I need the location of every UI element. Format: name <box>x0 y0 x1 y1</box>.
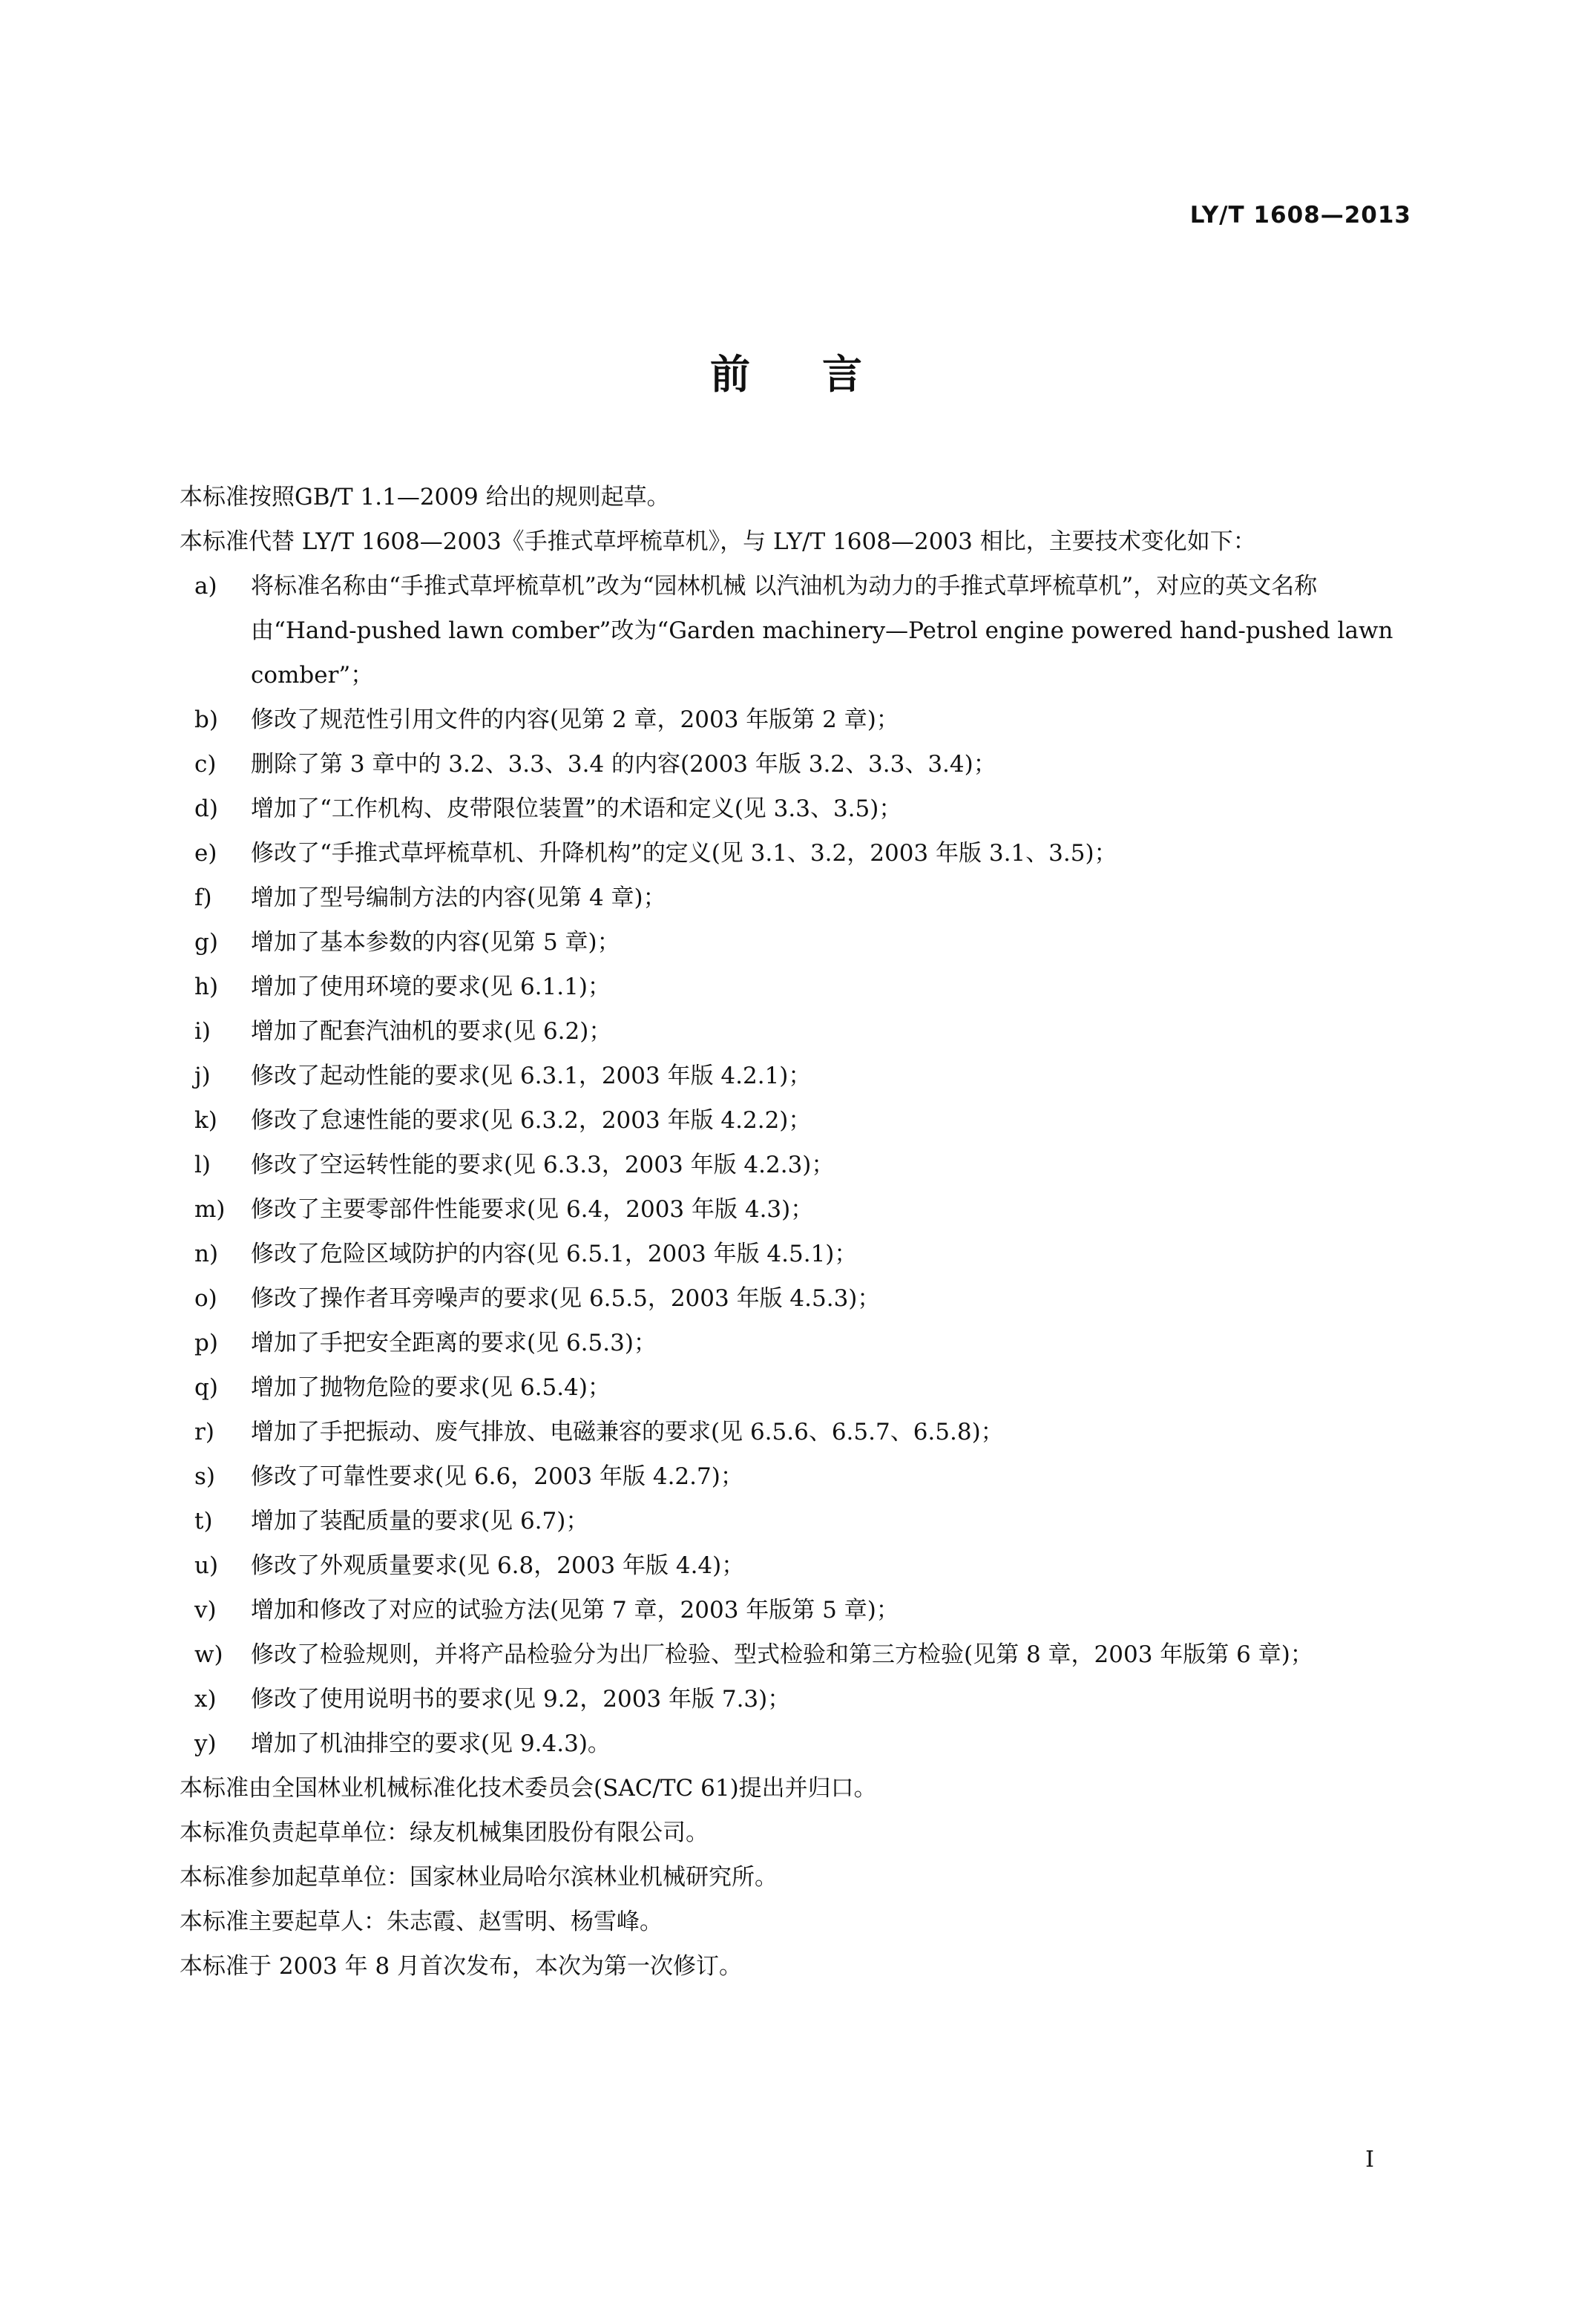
list-item-text: 修改了主要零部件性能要求(见 6.4，2003 年版 4.3)； <box>251 1196 814 1223</box>
list-item-label: s) <box>194 1463 216 1490</box>
title-char-2: 言 <box>822 351 863 398</box>
list-item-label: b) <box>194 706 218 733</box>
list-item-label: m) <box>194 1196 226 1223</box>
paragraph: 本标准由全国林业机械标准化技术委员会(SAC/TC 61)提出并归口。 <box>180 1775 877 1802</box>
list-item <box>134 1054 1413 1098</box>
list-item <box>134 1588 1413 1632</box>
list-item <box>134 920 1413 965</box>
list-item-text: 修改了操作者耳旁噪声的要求(见 6.5.5，2003 年版 4.5.3)； <box>251 1285 881 1312</box>
list-item-label: o) <box>194 1285 217 1312</box>
list-item-text: 增加了配套汽油机的要求(见 6.2)； <box>251 1018 612 1045</box>
list-item <box>134 1499 1413 1543</box>
list-item-text: 增加了手把振动、废气排放、电磁兼容的要求(见 6.5.6、6.5.7、6.5.8)； <box>251 1419 1004 1445</box>
list-item-label: w) <box>194 1641 223 1668</box>
list-item-label: t) <box>194 1508 213 1534</box>
list-item-label: q) <box>194 1374 218 1401</box>
list-item-text: 修改了规范性引用文件的内容(见第 2 章，2003 年版第 2 章)； <box>251 706 899 733</box>
list-item-text: 增加了机油排空的要求(见 9.4.3)。 <box>251 1730 611 1757</box>
list-item-text: 增加了“工作机构、皮带限位装置”的术语和定义(见 3.3、3.5)； <box>251 795 902 822</box>
list-item <box>134 697 1413 742</box>
list-item <box>134 1143 1413 1187</box>
list-item <box>134 1365 1413 1410</box>
list-item-text: 修改了检验规则，并将产品检验分为出厂检验、型式检验和第三方检验(见第 8 章，2003 年版第 6 章)； <box>251 1641 1313 1668</box>
list-item <box>134 1321 1413 1365</box>
list-item-text: 修改了怠速性能的要求(见 6.3.2，2003 年版 4.2.2)； <box>251 1107 812 1134</box>
page-title <box>0 343 1573 400</box>
list-item-label: d) <box>194 795 218 822</box>
list-item-text: 修改了空运转性能的要求(见 6.3.3，2003 年版 4.2.3)； <box>251 1152 835 1178</box>
list-item-text: 修改了起动性能的要求(见 6.3.1，2003 年版 4.2.1)； <box>251 1063 812 1089</box>
list-item-label: u) <box>194 1552 219 1579</box>
list-item-label: v) <box>194 1597 217 1624</box>
list-item-label: l) <box>194 1152 211 1178</box>
list-item <box>134 965 1413 1009</box>
change-list <box>134 564 1413 1766</box>
list-item-label: c) <box>194 751 217 778</box>
paragraph: 本标准主要起草人：朱志霞、赵雪明、杨雪峰。 <box>180 1908 663 1935</box>
list-item-label: r) <box>194 1419 214 1445</box>
list-item <box>134 1454 1413 1499</box>
list-item-text: 增加了手把安全距离的要求(见 6.5.3)； <box>251 1330 657 1356</box>
list-item <box>134 1276 1413 1321</box>
list-item-label: n) <box>194 1241 219 1267</box>
list-item <box>134 1187 1413 1232</box>
list-item <box>134 1009 1413 1054</box>
paragraph: 本标准于 2003 年 8 月首次发布，本次为第一次修订。 <box>180 1953 743 1980</box>
paragraph: 本标准代替 LY/T 1608—2003《手推式草坪梳草机》，与 LY/T 1608—2003 相比，主要技术变化如下： <box>180 528 1256 555</box>
list-item-label: i) <box>194 1018 211 1045</box>
list-item-text: 增加了抛物危险的要求(见 6.5.4)； <box>251 1374 611 1401</box>
list-item <box>134 1632 1413 1677</box>
list-item-text: 修改了“手推式草坪梳草机、升降机构”的定义(见 3.1、3.2，2003 年版 3.1、3.5)； <box>251 840 1117 867</box>
paragraph: 本标准按照GB/T 1.1—2009 给出的规则起草。 <box>180 484 670 511</box>
list-item-label: a) <box>194 573 217 600</box>
list-item-label: g) <box>194 929 218 956</box>
paragraph: 本标准参加起草单位：国家林业局哈尔滨林业机械研究所。 <box>180 1864 778 1891</box>
list-item <box>134 564 1413 697</box>
list-item-text: 增加了基本参数的内容(见第 5 章)； <box>251 929 620 956</box>
list-item <box>134 1232 1413 1276</box>
list-item-text: 增加了使用环境的要求(见 6.1.1)； <box>251 974 611 1000</box>
list-item <box>134 742 1413 787</box>
list-item-text: 修改了外观质量要求(见 6.8，2003 年版 4.4)； <box>251 1552 745 1579</box>
list-item <box>134 787 1413 831</box>
list-item-label: e) <box>194 840 217 867</box>
list-item-text: 修改了可靠性要求(见 6.6，2003 年版 4.2.7)； <box>251 1463 743 1490</box>
list-item-label: p) <box>194 1330 218 1356</box>
list-item-text: 增加和修改了对应的试验方法(见第 7 章，2003 年版第 5 章)； <box>251 1597 899 1624</box>
list-item-label: y) <box>194 1730 217 1757</box>
list-item <box>134 1677 1413 1721</box>
list-item-text: 修改了使用说明书的要求(见 9.2，2003 年版 7.3)； <box>251 1686 791 1713</box>
list-item <box>134 876 1413 920</box>
list-item-text: 删除了第 3 章中的 3.2、3.3、3.4 的内容(2003 年版 3.2、3.3、3.4)； <box>251 751 996 778</box>
page-number: I <box>1365 2147 1374 2173</box>
list-item-text: 增加了装配质量的要求(见 6.7)； <box>251 1508 589 1534</box>
foreword-body <box>134 475 1413 1989</box>
list-item <box>134 1543 1413 1588</box>
standard-code: LY/T 1608—2013 <box>1189 202 1411 229</box>
list-item-label: k) <box>194 1107 217 1134</box>
list-item <box>134 1098 1413 1143</box>
list-item-text: 修改了危险区域防护的内容(见 6.5.1，2003 年版 4.5.1)； <box>251 1241 858 1267</box>
list-item-label: j) <box>194 1063 211 1089</box>
list-item-label: h) <box>194 974 219 1000</box>
title-char-1: 前 <box>710 351 751 398</box>
list-item-label: x) <box>194 1686 217 1713</box>
list-item-label: f) <box>194 884 212 911</box>
paragraph: 本标准负责起草单位：绿友机械集团股份有限公司。 <box>180 1819 709 1846</box>
list-item <box>134 1410 1413 1454</box>
list-item <box>134 1721 1413 1766</box>
list-item-text: 将标准名称由“手推式草坪梳草机”改为“园林机械 以汽油机为动力的手推式草坪梳草机”，对应的英文名称由“Hand-pushed lawn comber”改为“Garden machinery—Petrol engine powered hand-pushed lawn comber”； <box>251 573 1393 689</box>
list-item-text: 增加了型号编制方法的内容(见第 4 章)； <box>251 884 666 911</box>
list-item <box>134 831 1413 876</box>
